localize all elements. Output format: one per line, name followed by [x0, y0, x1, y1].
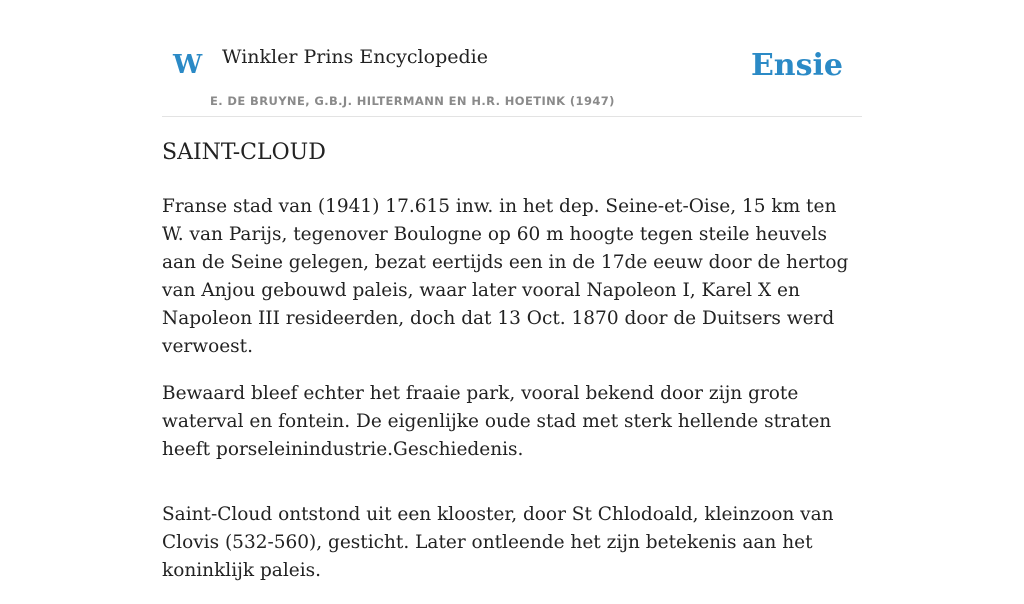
site-header: [162, 0, 862, 117]
publication-authors: E. DE BRUYNE, G.B.J. HILTERMANN EN H.R. HOETINK (1947): [210, 94, 615, 108]
article-paragraph: Franse stad van (1941) 17.615 inw. in het dep. Seine-et-Oise, 15 km ten W. van Parijs, tegenover Boulogne op 60 m hoogte tegen steile heuvels aan de Seine gelegen, bezat eertijds een in de 17de eeuw door de hertog van Anjou gebouwd paleis, waar later vooral Napoleon I, Karel X en Napoleon III resideerden, doch dat 13 Oct. 1870 door de Duitsers werd verwoest.: [162, 195, 849, 357]
brand-logo[interactable]: Ensie: [750, 48, 843, 83]
publication-logo[interactable]: W: [173, 50, 203, 80]
article-paragraph: Saint-Cloud ontstond uit een klooster, door St Chlodoald, kleinzoon van Clovis (532-560), gesticht. Later ontleende het zijn betekenis aan het koninklijk paleis.: [162, 503, 834, 581]
article: [162, 138, 862, 604]
article-title: SAINT-CLOUD: [162, 140, 326, 165]
publication-title: Winkler Prins Encyclopedie: [222, 46, 488, 68]
article-paragraph: Bewaard bleef echter het fraaie park, vooral bekend door zijn grote waterval en fontein. De eigenlijke oude stad met sterk hellende straten heeft porseleinindustrie.Geschiedenis.: [162, 382, 832, 460]
